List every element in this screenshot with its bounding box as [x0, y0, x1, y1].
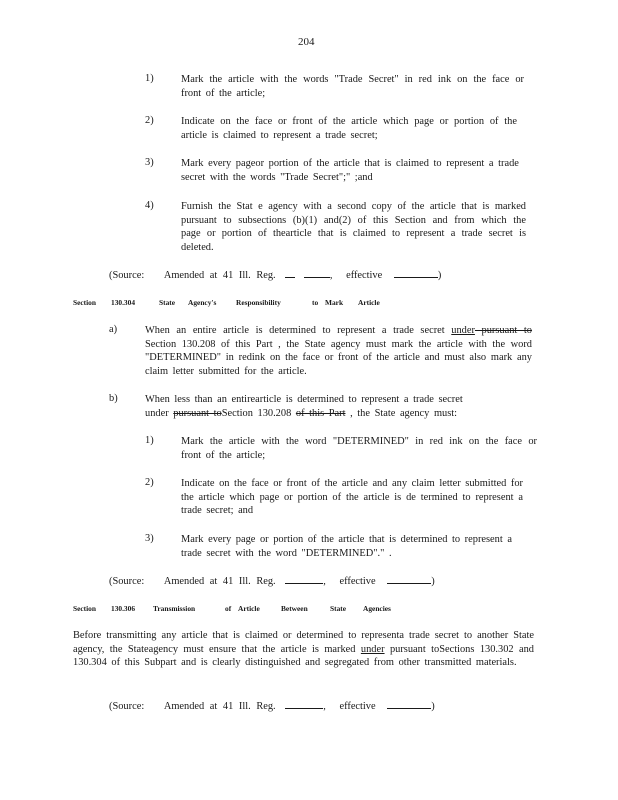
source-effective: effective: [339, 576, 376, 587]
source-effective: effective: [346, 270, 383, 281]
item-text-main: Mark every pageor portion of the article that is claimed to represent a trade secret with the words "Trade Secret: [181, 158, 519, 183]
source-note: (Source: Amended at 41 Ill. Reg. , effective ): [109, 270, 442, 281]
heading-word: Agency's: [188, 298, 217, 307]
item-number: 4): [145, 200, 154, 211]
item-number: 3): [145, 157, 154, 168]
item-text: Mark the article with the words "Trade Secret" in red ink on the face or front of the article;: [181, 74, 524, 99]
heading-word: Transmission: [153, 604, 196, 613]
source-label: (Source:: [109, 270, 145, 281]
item-text-tail: ";" ;and: [338, 171, 373, 183]
item-number: 3): [145, 533, 154, 544]
blank-line: [387, 574, 431, 584]
item-text-tail: "." .: [373, 547, 392, 559]
heading-word: Section: [73, 604, 96, 613]
source-note: (Source: Amended at 41 Ill. Reg. , effective ): [109, 701, 435, 712]
heading-word: to: [312, 298, 319, 307]
para-text: , the State agency must:: [345, 407, 458, 419]
item-number: 2): [145, 115, 154, 126]
source-label: (Source:: [109, 576, 145, 587]
para-text: Before transmitting any article that is claimed or determined to representa trade secret to another State agency, the Stateagency must ensure that the article is marked: [73, 630, 534, 655]
source-label: (Source:: [109, 701, 145, 712]
heading-number: 130.304: [111, 298, 136, 307]
heading-word: State: [159, 298, 176, 307]
source-amended: Amended at 41 Ill. Reg.: [163, 576, 276, 587]
blank-line: [304, 268, 330, 278]
heading-number: 130.306: [111, 604, 136, 613]
item-text: Furnish the Stat e agency with a second copy of the article that is marked pursuant to subsections (b)(1) and(2) of this Section and from which the page or portion of thearticle that is claimed to represent a trade secret is deleted.: [181, 201, 526, 253]
heading-word: State: [330, 604, 347, 613]
struck-text: of this Part: [295, 407, 346, 419]
paragraph: [73, 629, 534, 670]
source-close: ): [431, 576, 435, 587]
heading-word: Section: [73, 298, 96, 307]
para-label: a): [109, 324, 118, 335]
heading-word: Article: [358, 298, 380, 307]
inserted-text: under: [360, 643, 385, 655]
para-text: pursuant toSections 130.302 and 130.304 of this Subpart and is clearly distinguished and segregated from other transmitted materials.: [73, 643, 534, 668]
para-text: When less than an entirearticle is determined to represent a trade secret under: [145, 394, 463, 419]
blank-line: [394, 268, 438, 278]
source-close: ): [437, 270, 442, 281]
paragraph: [145, 393, 490, 420]
item-text: Indicate on the face or front of the article which page or portion of the article is claimed to represent a trade secret;: [181, 116, 517, 141]
heading-word: Between: [281, 604, 308, 613]
source-close: ): [431, 701, 435, 712]
heading-word: of: [225, 604, 232, 613]
item-number: 1): [145, 435, 154, 446]
source-amended: Amended at 41 Ill. Reg.: [163, 270, 276, 281]
para-text: When an entire article is determined to represent a trade secret: [145, 325, 452, 336]
blank-line: [387, 699, 431, 709]
item-text: [181, 533, 537, 560]
heading-word: Agencies: [363, 604, 391, 613]
item-text: [181, 157, 521, 184]
paragraph: [145, 324, 532, 378]
source-effective: effective: [339, 701, 376, 712]
para-text: Section 130.208 of this Part , the State agency must mark the article with the word "DETERMINED" in redink on the face or front of the article and must also mark any claim letter submitted for the article.: [145, 338, 532, 377]
source-amended: Amended at 41 Ill. Reg.: [163, 701, 276, 712]
blank-line: [285, 699, 323, 709]
blank-line: [285, 268, 295, 278]
para-text: Section 130.208: [221, 407, 296, 419]
section-heading: [73, 604, 393, 614]
page-number: 204: [298, 36, 315, 48]
struck-text: pursuant to: [173, 407, 222, 419]
heading-word: Responsibility: [236, 298, 281, 307]
item-text-main: Mark every page or portion of the article that is determined to represent a trade secret with the word "DETERMINED: [181, 534, 512, 559]
section-heading: [73, 298, 393, 308]
item-number: 1): [145, 73, 154, 84]
inserted-text: under: [451, 325, 475, 336]
blank-line: [285, 574, 323, 584]
heading-word: Article: [238, 604, 260, 613]
item-text: Indicate on the face or front of the article and any claim letter submitted for the article which page or portion of the article is de termined to represent a trade secret; and: [181, 478, 523, 516]
para-label: b): [109, 393, 118, 404]
item-text: Mark the article with the word "DETERMINED" in red ink on the face or front of the article;: [181, 436, 537, 461]
heading-word: Mark: [325, 298, 344, 307]
item-number: 2): [145, 477, 154, 488]
struck-text: pursuant to: [474, 325, 533, 336]
source-note: (Source: Amended at 41 Ill. Reg. , effective ): [109, 576, 435, 587]
